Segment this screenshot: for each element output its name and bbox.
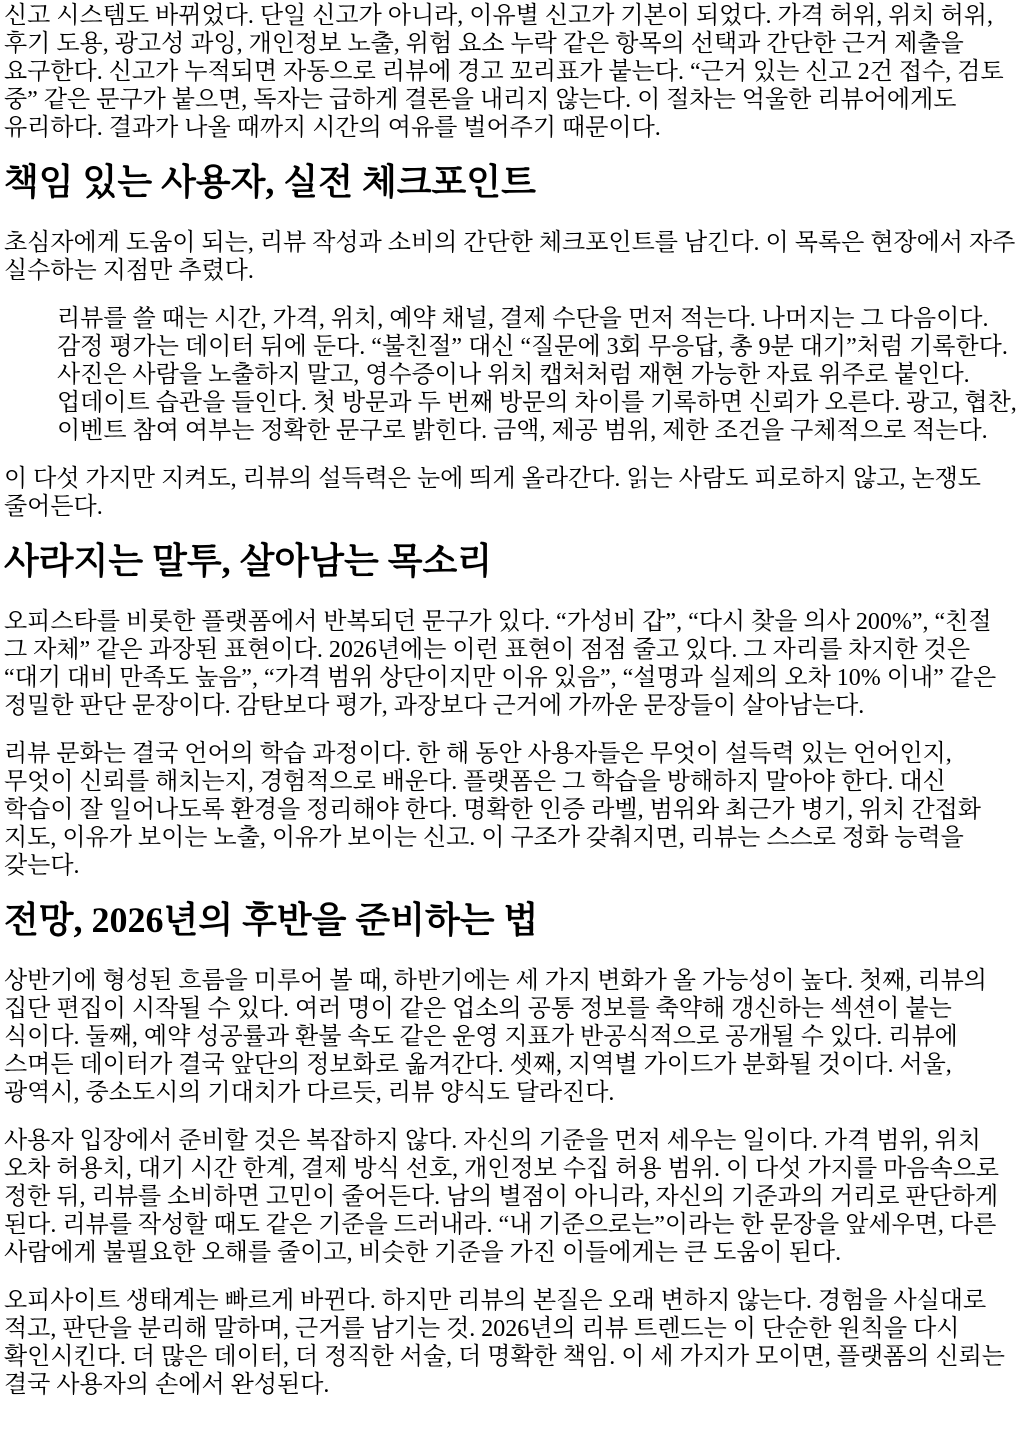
paragraph-review-culture: 리뷰 문화는 결국 언어의 학습 과정이다. 한 해 동안 사용자들은 무엇이 설득력 있는 언어인지, 무엇이 신뢰를 해치는지, 경험적으로 배운다. 플랫폼은 그 학습을 방해하지 말아야 한다. 대신 학습이 잘 일어나도록 환경을 정리해야 한다. 명확한 인증 라벨, 범위와 최근가 병기, 위치 간접화 지도, 이유가 보이는 노출, 이유가 보이는 신고. 이 구조가 갖춰지면, 리뷰는 스스로 정화 능력을 갖는다. — [4, 741, 981, 879]
paragraph-conclusion: 오피사이트 생태계는 빠르게 바뀐다. 하지만 리뷰의 본질은 오래 변하지 않는다. 경험을 사실대로 적고, 판단을 분리해 말하며, 근거를 남기는 것. 2026년의 리뷰 트렌드는 이 단순한 원칙을 다시 확인시킨다. 더 많은 데이터, 더 정직한 서술, 더 명확한 책임. 이 세 가지가 모이면, 플랫폼의 신뢰는 결국 사용자의 손에서 완성된다. — [4, 1288, 1005, 1398]
paragraph-second-half-changes: 상반기에 형성된 흐름을 미루어 볼 때, 하반기에는 세 가지 변화가 올 가능성이 높다. 첫째, 리뷰의 집단 편집이 시작될 수 있다. 여러 명이 같은 업소의 공통 정보를 축약해 갱신하는 섹션이 붙는 식이다. 둘째, 예약 성공률과 환불 속도 같은 운영 지표가 반공식적으로 공개될 수 있다. 리뷰에 스며든 데이터가 결국 앞단의 정보화로 옮겨간다. 셋째, 지역별 가이드가 분화될 것이다. 서울, 광역시, 중소도시의 기대치가 다르듯, 리뷰 양식도 달라진다. — [4, 968, 987, 1106]
paragraph-user-preparation: 사용자 입장에서 준비할 것은 복잡하지 않다. 자신의 기준을 먼저 세우는 일이다. 가격 범위, 위치 오차 허용치, 대기 시간 한계, 결제 방식 선호, 개인정보 수집 허용 범위. 이 다섯 가지를 마음속으로 정한 뒤, 리뷰를 소비하면 고민이 줄어든다. 남의 별점이 아니라, 자신의 기준과의 거리로 판단하게 된다. 리뷰를 작성할 때도 같은 기준을 드러내라. “내 기준으로는”이라는 한 문장을 앞세우면, 다른 사람에게 불필요한 오해를 줄이고, 비슷한 기준을 가진 이들에게는 큰 도움이 된다. — [4, 1128, 999, 1266]
paragraph-checkpoint-intro: 초심자에게 도움이 되는, 리뷰 작성과 소비의 간단한 체크포인트를 남긴다. 이 목록은 현장에서 자주 실수하는 지점만 추렸다. — [4, 230, 1016, 284]
paragraph-expressions: 오피스타를 비롯한 플랫폼에서 반복되던 문구가 있다. “가성비 갑”, “다시 찾을 의사 200%”, “친절 그 자체” 같은 과장된 표현이다. 2026년에는 이런 표현이 점점 줄고 있다. 그 자리를 차지한 것은 “대기 대비 만족도 높음”, “가격 범위 상단이지만 이유 있음”, “설명과 실제의 오차 10% 이내” 같은 정밀한 판단 문장이다. 감탄보다 평가, 과장보다 근거에 가까운 문장들이 살아남는다. — [4, 609, 997, 719]
article — [4, 2, 1018, 1399]
section-heading-disappearing-tone: 사라지는 말투, 살아남는 목소리 — [4, 541, 493, 581]
checklist-blockquote: 리뷰를 쓸 때는 시간, 가격, 위치, 예약 채널, 결제 수단을 먼저 적는다. 나머지는 그 다음이다. 감정 평가는 데이터 뒤에 둔다. “불친절” 대신 “질문에 3회 무응답, 총 9분 대기”처럼 기록한다. 사진은 사람을 노출하지 말고, 영수증이나 위치 캡처처럼 재현 가능한 자료 위주로 붙인다. 업데이트 습관을 들인다. 첫 방문과 두 번째 방문의 차이를 기록하면 신뢰가 오른다. 광고, 협찬, 이벤트 참여 여부는 정확한 문구로 밝힌다. 금액, 제공 범위, 제한 조건을 구체적으로 적는다. — [57, 306, 1017, 444]
paragraph-report-system: 신고 시스템도 바뀌었다. 단일 신고가 아니라, 이유별 신고가 기본이 되었다. 가격 허위, 위치 허위, 후기 도용, 광고성 과잉, 개인정보 노출, 위험 요소 누락 같은 항목의 선택과 간단한 근거 제출을 요구한다. 신고가 누적되면 자동으로 리뷰에 경고 꼬리표가 붙는다. “근거 있는 신고 2건 접수, 검토 중” 같은 문구가 붙으면, 독자는 급하게 결론을 내리지 않는다. 이 절차는 억울한 리뷰어에게도 유리하다. 결과가 나올 때까지 시간의 여유를 벌어주기 때문이다. — [4, 3, 1004, 141]
paragraph-checkpoint-outro: 이 다섯 가지만 지켜도, 리뷰의 설득력은 눈에 띄게 올라간다. 읽는 사람도 피로하지 않고, 논쟁도 줄어든다. — [4, 466, 981, 520]
section-heading-outlook-2026: 전망, 2026년의 후반을 준비하는 법 — [4, 900, 539, 940]
section-heading-responsible-user: 책임 있는 사용자, 실전 체크포인트 — [4, 162, 536, 202]
